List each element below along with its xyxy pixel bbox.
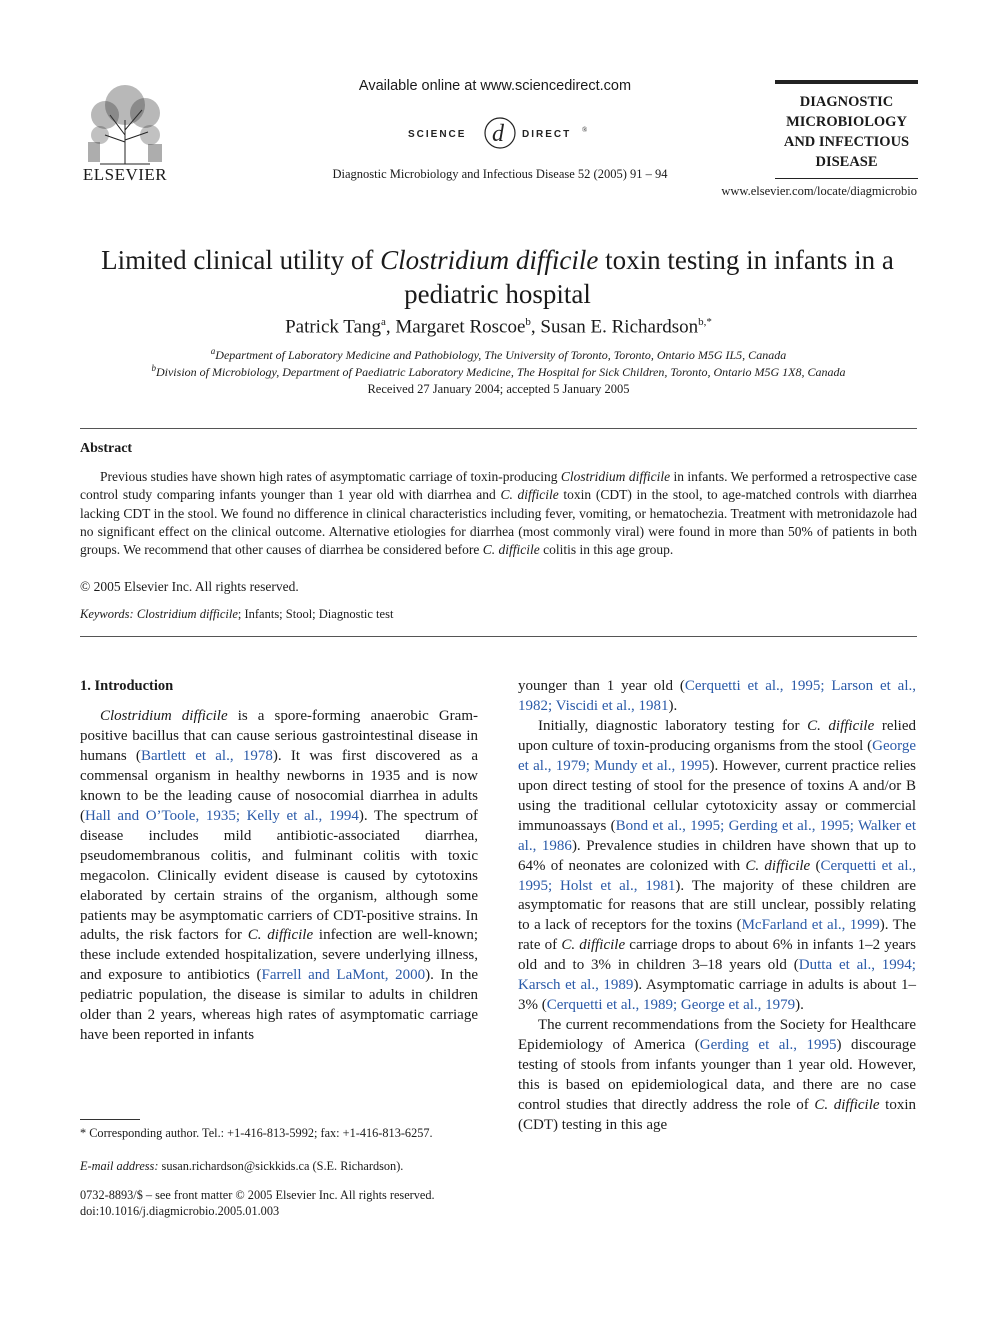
abstract-copyright: © 2005 Elsevier Inc. All rights reserved. — [80, 579, 299, 594]
citation-link[interactable]: Gerding et al., 1995 — [699, 1037, 837, 1054]
corresponding-author-note: * Corresponding author. Tel.: +1-416-813-5992; fax: +1-416-813-6257. — [80, 1126, 433, 1140]
citation-link[interactable]: Cerquetti et al., 1989; George et al., 1979 — [546, 997, 796, 1014]
publisher-name: ELSEVIER — [82, 165, 168, 184]
journal-citation: Diagnostic Microbiology and Infectious Disease 52 (2005) 91 – 94 — [332, 167, 668, 181]
journal-name-box: DIAGNOSTIC MICROBIOLOGY AND INFECTIOUS DISEASE — [775, 80, 918, 179]
citation-link[interactable]: George et al., 1979; Mundy et al., 1995 — [518, 737, 916, 774]
section-heading: 1. Introduction — [80, 678, 174, 694]
received-dates: Received 27 January 2004; accepted 5 January 2005 — [367, 382, 630, 396]
left-column-text: Clostridium difficile is a spore-forming anaerobic Gram-positive bacillus that can cause serious gastrointestinal disease in humans (Bartlett et al., 1978). It was first discovered as a commensal organism in healthy newborns in 1935 and is now known to be the leading cause of nosocomial diarrhea in adults (Hall and O’Toole, 1935; Kelly et al., 1994). The spectrum of disease includes mild antibiotic-associated diarrhea, pseudomembranous colitis, and fulminant colitis with toxic megacolon. Clinically evident disease is caused by cytotoxins elaborated by certain strains of the organism, although some patients may be asymptomatic carriers of CDT-positive strains. In adults, the risk factors for C. difficile infection are well-known; these include extended hospitalization, severe underlying illness, and exposure to antibiotics (Farrell and LaMont, 2000). In the pediatric population, the disease is similar to adults in children older than 2 years, whereas high rates of asymptomatic carriage have been reported in infants — [80, 708, 478, 1044]
author-list: Patrick Tang$^a$, Margaret Roscoe$^b$, Susan E. Richardson$^{b,*}$ — [285, 316, 712, 338]
article-title: Limited clinical utility of Clostridium difficile toxin testing in infants in a pediatric hospital — [101, 245, 894, 309]
affiliation: $^b$Division of Microbiology, Department of Paediatric Laboratory Medicine, The Hospital for Sick Children, Toronto, Ontario M5G 1X8, Canada — [151, 363, 846, 379]
citation-link[interactable]: Bartlett et al., 1978 — [140, 747, 273, 764]
sciencedirect-logo — [400, 112, 600, 154]
keywords: Keywords: Clostridium difficile; Infants; Stool; Diagnostic test — [80, 607, 394, 621]
citation-link[interactable]: Dutta et al., 1994; Karsch et al., 1989 — [518, 957, 916, 994]
front-matter — [80, 1187, 435, 1219]
affiliation: $^a$Department of Laboratory Medicine and Pathobiology, The University of Toronto, Toronto, Ontario M5G IL5, Canada — [210, 346, 787, 362]
citation-link[interactable]: Cerquetti et al., 1995; Larson et al., 1982; Viscidi et al., 1981 — [518, 678, 916, 714]
doi-line[interactable]: doi:10.1016/j.diagmicrobio.2005.01.003 — [80, 1204, 280, 1218]
citation-link[interactable]: McFarland et al., 1999 — [741, 917, 880, 934]
citation-link[interactable]: Farrell and LaMont, 2000 — [261, 967, 426, 984]
elsevier-tree-logo — [80, 80, 170, 165]
email-note: E-mail address: susan.richardson@sickkids.ca (S.E. Richardson). — [80, 1159, 404, 1173]
divider — [80, 636, 917, 637]
journal-url[interactable]: www.elsevier.com/locate/diagmicrobio — [721, 184, 917, 198]
svg-text:SCIENCE: SCIENCE — [408, 129, 467, 140]
right-column-text: younger than 1 year old (Cerquetti et al., 1995; Larson et al., 1982; Viscidi et al., 1981). Initially, diagnostic laboratory testing for C. difficile relied upon culture of toxin-producing organisms from the stool (George et al., 1979; Mundy et al., 1995). However, current practice relies upon direct testing of stool for the presence of toxins A and/or B using the traditional cellular cytotoxicity assay or commercial immunoassays (Bond et al., 1995; Gerding et al., 1995; Walker et al., 1986). Prevalence studies in children have shown that up to 64% of neonates are colonized with C. difficile (Cerquetti et al., 1995; Holst et al., 1981). The majority of these children are asymptomatic for reasons that are still unclear, possibly relating to a lack of receptors for the toxins (McFarland et al., 1999). The rate of C. difficile carriage drops to about 6% in infants 1–2 years old and to 3% in children 3–18 years old (Dutta et al., 1994; Karsch et al., 1989). Asymptomatic carriage in adults is about 1–3% (Cerquetti et al., 1989; George et al., 1979). The current recommendations from the Society for Healthcare Epidemiology of America (Gerding et al., 1995) discourage testing of stools from infants younger than 1 year old. However, this is based on epidemiological data, and there are no case control studies that directly address the role of C. difficile toxin (CDT) testing in this age — [518, 678, 917, 1133]
author-name: Susan E. Richardson — [540, 316, 699, 338]
citation-link[interactable]: Hall and O’Toole, 1935; Kelly et al., 1994 — [85, 807, 359, 824]
author-name: Margaret Roscoe — [395, 316, 526, 338]
abstract-heading: Abstract — [80, 441, 133, 456]
footnote-divider — [80, 1119, 140, 1120]
issn-line: 0732-8893/$ – see front matter © 2005 Elsevier Inc. All rights reserved. — [80, 1188, 435, 1202]
citation-link[interactable]: Bond et al., 1995; Gerding et al., 1995; Walker et al., 1986 — [518, 817, 916, 854]
svg-text:DIRECT: DIRECT — [522, 129, 572, 140]
abstract-text: Previous studies have shown high rates of asymptomatic carriage of toxin-producing Clostridium difficile in infants. We performed a retrospective case control study comparing infants younger than 1 year old with diarrhea and C. difficile toxin (CDT) in the stool, to age-matched controls with diarrhea lacking CDT in the stool. We found no difference in clinical characteristics including fever, vomiting, or hematochezia. Treatment with metronidazole had no significant effect on the clinical outcome. Alternative etiologies for diarrhea (most commonly viral) were found in more than 50% of patients in both groups. We recommend that other causes of diarrhea be considered before C. difficile colitis in this age group. — [80, 469, 917, 558]
svg-text:®: ® — [582, 126, 588, 134]
available-online-text[interactable]: Available online at www.sciencedirect.com — [358, 78, 632, 94]
svg-text:d: d — [492, 121, 504, 147]
citation-link[interactable]: Cerquetti et al., 1995; Holst et al., 1981 — [518, 857, 917, 894]
divider — [80, 428, 917, 429]
author-name: Patrick Tang — [285, 316, 382, 338]
